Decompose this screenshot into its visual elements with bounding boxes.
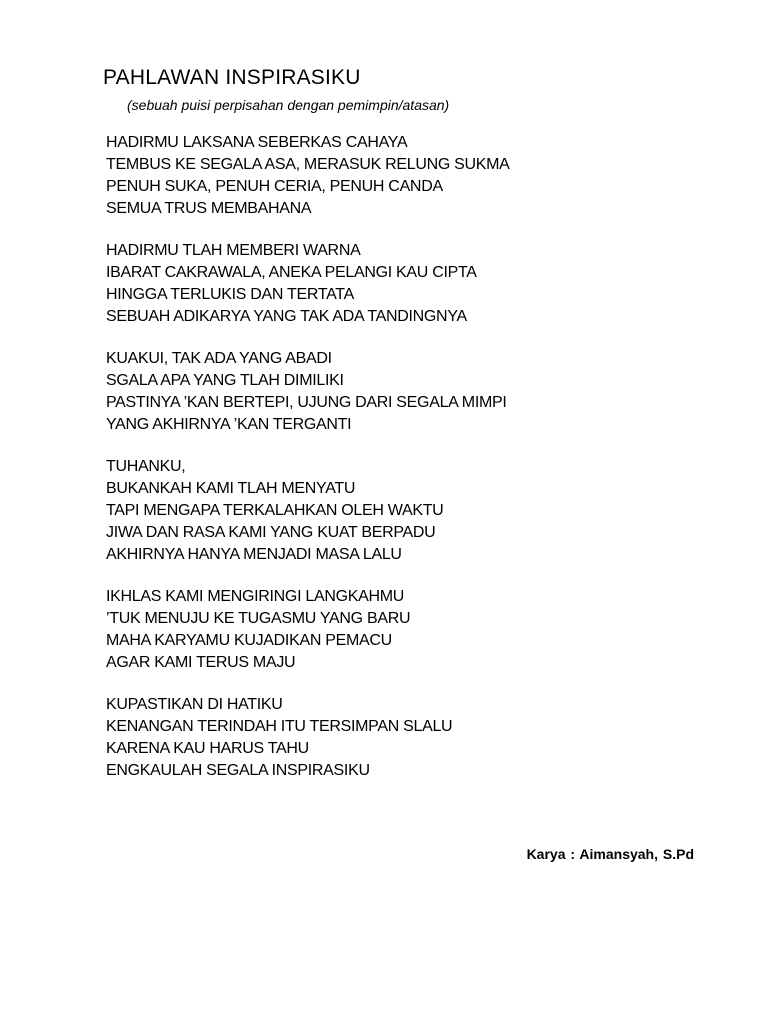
poem-body	[106, 132, 510, 802]
poem-line: KUPASTIKAN DI HATIKU	[106, 696, 283, 713]
author-signature: Karya : Aimansyah, S.Pd	[526, 846, 694, 862]
poem-line: SEMUA TRUS MEMBAHANA	[106, 200, 312, 217]
poem-line: IBARAT CAKRAWALA, ANEKA PELANGI KAU CIPTA	[106, 264, 477, 281]
poem-line: ENGKAULAH SEGALA INSPIRASIKU	[106, 762, 370, 779]
poem-line: AKHIRNYA HANYA MENJADI MASA LALU	[106, 546, 402, 563]
poem-line: TAPI MENGAPA TERKALAHKAN OLEH WAKTU	[106, 502, 444, 519]
stanza-5	[106, 586, 510, 674]
poem-line: HINGGA TERLUKIS DAN TERTATA	[106, 286, 354, 303]
poem-line: HADIRMU TLAH MEMBERI WARNA	[106, 242, 361, 259]
poem-line: PASTINYA ’KAN BERTEPI, UJUNG DARI SEGALA MIMPI	[106, 394, 507, 411]
poem-line: KUAKUI, TAK ADA YANG ABADI	[106, 350, 332, 367]
poem-line: AGAR KAMI TERUS MAJU	[106, 654, 296, 671]
poem-line: YANG AKHIRNYA ’KAN TERGANTI	[106, 416, 352, 433]
poem-line: KARENA KAU HARUS TAHU	[106, 740, 309, 757]
poem-line: SEBUAH ADIKARYA YANG TAK ADA TANDINGNYA	[106, 308, 467, 325]
poem-line: IKHLAS KAMI MENGIRINGI LANGKAHMU	[106, 588, 405, 605]
poem-line: PENUH SUKA, PENUH CERIA, PENUH CANDA	[106, 178, 443, 195]
poem-line: KENANGAN TERINDAH ITU TERSIMPAN SLALU	[106, 718, 453, 735]
stanza-6	[106, 694, 510, 782]
poem-line: ’TUK MENUJU KE TUGASMU YANG BARU	[106, 610, 411, 627]
poem-title: PAHLAWAN INSPIRASIKU	[103, 66, 361, 89]
poem-line: TUHANKU,	[106, 458, 186, 475]
poem-line: HADIRMU LAKSANA SEBERKAS CAHAYA	[106, 134, 408, 151]
poem-line: JIWA DAN RASA KAMI YANG KUAT BERPADU	[106, 524, 436, 541]
poem-line: SGALA APA YANG TLAH DIMILIKI	[106, 372, 344, 389]
poem-subtitle: (sebuah puisi perpisahan dengan pemimpin/atasan)	[127, 97, 450, 113]
poem-line: MAHA KARYAMU KUJADIKAN PEMACU	[106, 632, 392, 649]
stanza-3	[106, 348, 510, 436]
poem-line: TEMBUS KE SEGALA ASA, MERASUK RELUNG SUKMA	[106, 156, 510, 173]
stanza-2	[106, 240, 510, 328]
poem-line: BUKANKAH KAMI TLAH MENYATU	[106, 480, 356, 497]
stanza-1	[106, 132, 510, 220]
stanza-4	[106, 456, 510, 566]
